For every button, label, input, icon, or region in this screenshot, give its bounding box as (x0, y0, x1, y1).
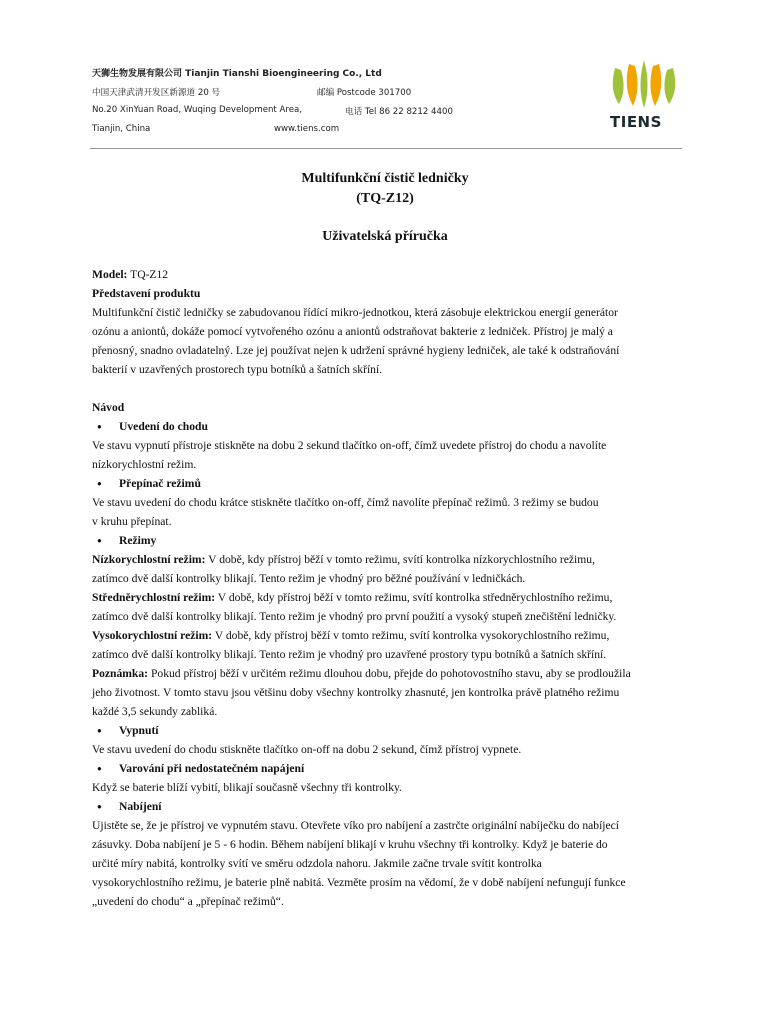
letterhead (92, 66, 692, 134)
high-mode-line (92, 626, 692, 645)
switch-line: Ve stavu uvedení do chodu krátce stiskněte tlačítko on-off, čímž navolíte přepínač režimů. 3 režimy se budou (92, 496, 599, 509)
charging-line: vysokorychlostního režimu, je baterie plně nabitá. Vezměte prosím na vědomí, že v době nabíjení nefungují funkce (92, 876, 626, 889)
off-line: Ve stavu uvedení do chodu stiskněte tlačítko on-off na dobu 2 sekund, čímž přístroj vypnete. (92, 743, 522, 756)
model-line (92, 265, 692, 284)
intro-heading: Představení produktu (92, 287, 201, 300)
address-en: No.20 XinYuan Road, Wuqing Development Area, (92, 105, 303, 115)
company-name-en: Tianjin Tianshi Bioengineering Co., Ltd (185, 69, 382, 79)
model-label: Model: (92, 268, 128, 281)
header-divider (90, 148, 682, 149)
charging-line: zásuvky. Doba nabíjení je 5 - 6 hodin. Během nabíjení blikají v kruhu všechny tři kontrolky. Když je baterie do (92, 838, 608, 851)
switch-heading: ● Přepínač režimů (92, 474, 692, 493)
low-battery-line: Když se baterie blíží vybití, blikají současně všechny tři kontrolky. (92, 781, 402, 794)
note-line (92, 664, 692, 683)
intro-line: ozónu a aniontů, dokáže pomocí vytvořeného ozónu a aniontů odstraňovat bakterie z ledniček. Přístroj je malý a (92, 325, 613, 338)
off-heading: ● Vypnutí (92, 721, 692, 740)
low-mode-line2: zatímco dvě další kontrolky blikají. Tento režim je vhodný pro běžné používání v ledničkách. (92, 572, 526, 585)
mid-mode-text: V době, kdy přístroj běží v tomto režimu, svítí kontrolka středněrychlostního režimu, (215, 591, 613, 604)
company-name (92, 66, 692, 79)
note-line3: každé 3,5 sekundy zabliká. (92, 705, 218, 718)
model-value: TQ-Z12 (127, 268, 169, 281)
modes-heading: ● Režimy (92, 531, 692, 550)
mid-mode-line (92, 588, 692, 607)
intro-line: bakterií v uzavřených prostorech typu botníků a šatních skříní. (92, 363, 383, 376)
city: Tianjin, China (92, 124, 151, 134)
document-title: Multifunkční čistič ledničky (301, 171, 469, 186)
manual-body (92, 265, 692, 911)
website: www.tiens.com (274, 124, 340, 134)
high-mode-text: V době, kdy přístroj běží v tomto režimu, svítí kontrolka vysokorychlostního režimu, (212, 629, 610, 642)
guide-heading: Návod (92, 401, 125, 414)
startup-heading: ● Uvedení do chodu (92, 417, 692, 436)
intro-line: Multifunkční čistič ledničky se zabudovanou řídící mikro-jednotkou, která zásobuje elektrickou energií generátor (92, 306, 618, 319)
phone: 电话 Tel 86 22 8212 4400 (345, 107, 453, 117)
mid-mode-line2: zatímco dvě další kontrolky blikají. Tento režim je vhodný pro první použití a vysoký stupeň znečištění ledničky. (92, 610, 617, 623)
low-battery-heading: ● Varování při nedostatečném napájení (92, 759, 692, 778)
charging-line: „uvedení do chodu“ a „přepínač režimů“. (92, 895, 284, 908)
startup-line: nízkorychlostní režim. (92, 458, 197, 471)
company-name-cn: 天狮生物发展有限公司 (92, 69, 183, 79)
manual-subtitle: Uživatelská příručka (322, 229, 448, 244)
note-text: Pokud přístroj běží v určitém režimu dlouhou dobu, přejde do pohotovostního stavu, aby se prodloužila (148, 667, 631, 680)
note-label: Poznámka: (92, 667, 149, 680)
charging-line: Ujistěte se, že je přístroj ve vypnutém stavu. Otevřete víko pro nabíjení a zastrčte originální nabíječku do nabíjecí (92, 819, 620, 832)
startup-line: Ve stavu vypnutí přístroje stiskněte na dobu 2 sekund tlačítko on-off, čímž uvedete přístroj do chodu a navolíte (92, 439, 607, 452)
logo-wordmark: TIENS (610, 113, 662, 131)
postcode: 邮编 Postcode 301700 (317, 88, 412, 98)
intro-line: přenosný, snadno ovladatelný. Lze jej používat nejen k udržení správné hygieny ledniček, ale také k odstraňování (92, 344, 620, 357)
high-mode-line2: zatímco dvě další kontrolky blikají. Tento režim je vhodný pro uzavřené prostory typu botníků a šatních skříní. (92, 648, 607, 661)
high-mode-label: Vysokorychlostní režim: (92, 629, 213, 642)
low-mode-line (92, 550, 692, 569)
note-line2: jeho životnost. V tomto stavu jsou většinu doby všechny kontrolky zhasnuté, jen kontrolka právě platného režimu (92, 686, 620, 699)
low-mode-text: V době, kdy přístroj běží v tomto režimu, svítí kontrolka nízkorychlostního režimu, (205, 553, 595, 566)
low-mode-label: Nízkorychlostní režim: (92, 553, 206, 566)
address-cn: 中国天津武清开发区新源道 20 号 (92, 88, 221, 98)
model-code-title: (TQ-Z12) (356, 191, 414, 206)
switch-line: v kruhu přepínat. (92, 515, 172, 528)
mid-mode-label: Středněrychlostní režim: (92, 591, 216, 604)
charging-line: určité míry nabitá, kontrolky svítí ve směru odzdola nahoru. Jakmile začne trvale svítit kontrolka (92, 857, 542, 870)
charging-heading: ● Nabíjení (92, 797, 692, 816)
